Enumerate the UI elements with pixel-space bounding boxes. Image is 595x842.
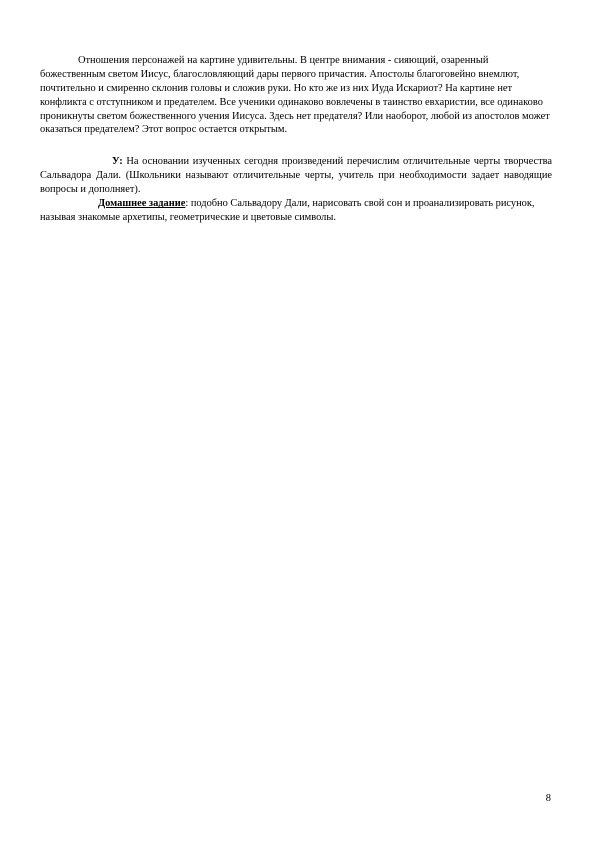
page-number: 8	[545, 793, 551, 804]
teacher-instruction-paragraph	[40, 155, 552, 196]
teacher-label: У:	[112, 156, 123, 168]
teacher-instruction-text: На основании изученных сегодня произведений перечислим отличительные черты творчества Сальвадора Дали. (Школьники называют отличительные черты, учитель при необходимости задает наводящие вопросы и дополняет).	[40, 156, 552, 195]
homework-paragraph	[40, 197, 552, 225]
homework-text: : подобно Сальвадору Дали, нарисовать свой сон и проанализировать рисунок, называя знакомые архетипы, геометрические и цветовые символы.	[40, 198, 535, 224]
body-paragraph: Отношения персонажей на картине удивительны. В центре внимания - сияющий, озаренный божественным светом Иисус, благословляющий дары первого причастия. Апостолы благоговейно внемлют, почтительно и смиренно склонив головы и сложив руки. Но кто же из них Иуда Искариот? На картине нет конфликта с отступником и предателем. Все ученики одинаково вовлечены в таинство евхаристии, все одинаково проникнуты светом божественного учения Иисуса. Здесь нет предателя? Или наоборот, любой из апостолов может оказаться предателем? Этот вопрос остается открытым.	[40, 55, 550, 136]
homework-label: Домашнее задание	[98, 198, 186, 210]
